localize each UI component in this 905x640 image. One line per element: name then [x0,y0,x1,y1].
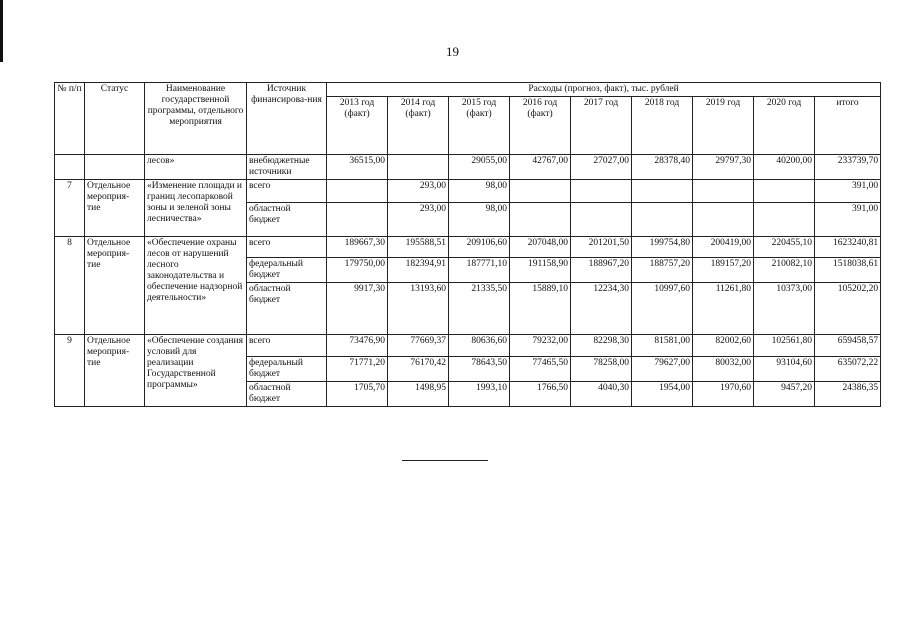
cell-status: Отдельное мероприя-тие [85,335,145,407]
cell-value: 98,00 [449,180,510,203]
cell-value: 78643,50 [449,357,510,382]
table-row [55,180,881,203]
cell-value [327,203,388,237]
cell-no: 9 [55,335,85,407]
cell-value: 29797,30 [693,155,754,180]
cell-value: 77465,50 [510,357,571,382]
cell-no: 7 [55,180,85,237]
cell-value: 187771,10 [449,258,510,283]
cell-value [693,203,754,237]
cell-value: 12234,30 [571,283,632,335]
cell-value [571,180,632,203]
cell-value: 102561,80 [754,335,815,357]
cell-source: областной бюджет [247,382,327,407]
cell-value: 21335,50 [449,283,510,335]
header-expenses: Расходы (прогноз, факт), тыс. рублей [327,83,881,97]
cell-value: 1970,60 [693,382,754,407]
cell-value: 82002,60 [693,335,754,357]
cell-value: 42767,00 [510,155,571,180]
header-year: 2017 год [571,97,632,155]
cell-value: 1518038,61 [815,258,881,283]
table-row [55,155,881,180]
cell-value: 209106,60 [449,237,510,258]
cell-value: 1766,50 [510,382,571,407]
cell-value: 201201,50 [571,237,632,258]
cell-value [327,180,388,203]
cell-value: 93104,60 [754,357,815,382]
cell-source: всего [247,237,327,258]
cell-name: «Изменение площади и границ лесопарковой зоны и зеленой зоны лесничества» [145,180,247,237]
cell-value: 233739,70 [815,155,881,180]
cell-value: 391,00 [815,180,881,203]
cell-value: 391,00 [815,203,881,237]
cell-value: 73476,90 [327,335,388,357]
cell-source: всего [247,335,327,357]
cell-value [632,180,693,203]
cell-value: 98,00 [449,203,510,237]
cell-value: 1993,10 [449,382,510,407]
cell-value: 79627,00 [632,357,693,382]
end-rule [402,460,488,461]
cell-value: 659458,57 [815,335,881,357]
cell-value: 76170,42 [388,357,449,382]
cell-value: 80636,60 [449,335,510,357]
cell-value: 15889,10 [510,283,571,335]
cell-value: 188757,20 [632,258,693,283]
cell-source: областной бюджет [247,283,327,335]
cell-value: 4040,30 [571,382,632,407]
cell-source: всего [247,180,327,203]
cell-value: 635072,22 [815,357,881,382]
header-year: 2016 год (факт) [510,97,571,155]
cell-value: 105202,20 [815,283,881,335]
cell-value: 78258,00 [571,357,632,382]
cell-value: 200419,00 [693,237,754,258]
header-year: 2014 год (факт) [388,97,449,155]
cell-value: 199754,80 [632,237,693,258]
cell-source: федеральный бюджет [247,258,327,283]
cell-no: 8 [55,237,85,335]
cell-value: 24386,35 [815,382,881,407]
cell-value: 220455,10 [754,237,815,258]
cell-no [55,155,85,180]
cell-value: 195588,51 [388,237,449,258]
cell-status [85,155,145,180]
cell-value: 210082,10 [754,258,815,283]
cell-value: 28378,40 [632,155,693,180]
cell-value: 79232,00 [510,335,571,357]
cell-value: 1623240,81 [815,237,881,258]
header-year: 2015 год (факт) [449,97,510,155]
cell-value: 188967,20 [571,258,632,283]
header-year: 2020 год [754,97,815,155]
header-status: Статус [85,83,145,155]
cell-value: 11261,80 [693,283,754,335]
cell-value [388,155,449,180]
cell-value: 29055,00 [449,155,510,180]
cell-value [571,203,632,237]
cell-value: 189157,20 [693,258,754,283]
header-year: 2013 год (факт) [327,97,388,155]
cell-value: 189667,30 [327,237,388,258]
cell-source: федеральный бюджет [247,357,327,382]
header-name: Наименование государственной программы, отдельного мероприятия [145,83,247,155]
cell-value: 1705,70 [327,382,388,407]
cell-value [510,180,571,203]
cell-value: 182394,91 [388,258,449,283]
cell-value: 71771,20 [327,357,388,382]
expenses-table [54,82,881,407]
table-row [55,237,881,258]
cell-value: 207048,00 [510,237,571,258]
cell-value: 10373,00 [754,283,815,335]
header-year: 2019 год [693,97,754,155]
cell-value: 80032,00 [693,357,754,382]
cell-value [632,203,693,237]
cell-status: Отдельное мероприя-тие [85,237,145,335]
cell-source: внебюджетные источники [247,155,327,180]
cell-value: 9457,20 [754,382,815,407]
cell-value [754,180,815,203]
page-number: 19 [446,44,459,59]
cell-value: 179750,00 [327,258,388,283]
cell-value: 13193,60 [388,283,449,335]
cell-value: 81581,00 [632,335,693,357]
table-row [55,335,881,357]
cell-value: 191158,90 [510,258,571,283]
cell-value: 293,00 [388,203,449,237]
cell-value [693,180,754,203]
cell-value: 40200,00 [754,155,815,180]
cell-source: областной бюджет [247,203,327,237]
cell-value: 9917,30 [327,283,388,335]
cell-name: «Обеспечение создания условий для реализации Государственной программы» [145,335,247,407]
cell-value: 82298,30 [571,335,632,357]
header-no: № п/п [55,83,85,155]
cell-value: 77669,37 [388,335,449,357]
header-year: итого [815,97,881,155]
cell-value [754,203,815,237]
cell-value: 1498,95 [388,382,449,407]
cell-name: «Обеспечение охраны лесов от нарушений лесного законодательства и обеспечение надзорной деятельности» [145,237,247,335]
header-year: 2018 год [632,97,693,155]
cell-value: 10997,60 [632,283,693,335]
cell-value: 293,00 [388,180,449,203]
header-source: Источник финансирова-ния [247,83,327,155]
cell-name: лесов» [145,155,247,180]
cell-value: 36515,00 [327,155,388,180]
cell-value: 1954,00 [632,382,693,407]
cell-value: 27027,00 [571,155,632,180]
cell-status: Отдельное мероприя-тие [85,180,145,237]
cell-value [510,203,571,237]
